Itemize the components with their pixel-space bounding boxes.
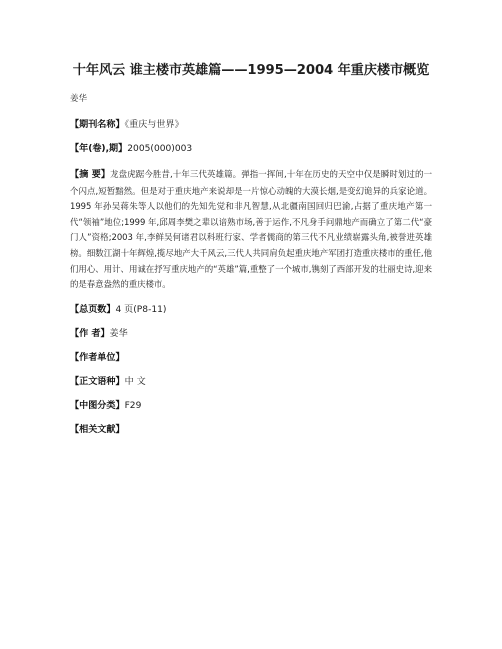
language-value: 中 文 xyxy=(124,376,146,387)
author-field xyxy=(70,328,432,341)
abstract-value: 龙盘虎踞今胜昔,十年三代英雄篇。弹指一挥间,十年在历史的天空中仅是瞬时划过的一个闪点,短暂黯然。但是对于重庆地产来说却是一片惊心动魄的大漠长烟,是变幻诡异的兵家论道。 1995 年孙吴蒋朱等人以他们的先知先觉和非凡智慧,从北疆南国回归巴渝,占据了重庆地产第一代“领袖”地位;1999 年,邱周李樊之辈以谙熟市场,善于运作,不凡身手问鼎地产而确立了第二代“豪门人”资格;2003 年,李鲜吴何诸君以科班行家、学者儒商的第三代不凡业绩崭露头角,被誉进英雄榜。细数江湖十年辉煌,揽尽地产大千风云,三代人共同肩负起重庆地产军团打造重庆楼市的重任,他们用心、用计、用诚在抒写重庆地产的“英雄”篇,重整了一个城市,镌刻了西部开发的壮丽史诗,迎来的是春意盎然的重庆楼市。 xyxy=(70,169,432,290)
references-label: 【相关文献】 xyxy=(70,424,125,435)
document-title: 十年风云 谁主楼市英雄篇——1995—2004 年重庆楼市概览 xyxy=(72,63,430,78)
classification-value: F29 xyxy=(124,400,142,411)
classification-field xyxy=(70,400,432,413)
affiliation-label: 【作者单位】 xyxy=(70,352,125,363)
author-byline: 姜华 xyxy=(70,94,88,104)
language-field xyxy=(70,376,432,389)
language-label: 【正文语种】 xyxy=(70,376,125,387)
pages-label: 【总页数】 xyxy=(70,304,116,315)
author-label: 【作 者】 xyxy=(70,328,110,339)
issue-field xyxy=(70,143,432,156)
journal-label: 【期刊名称】 xyxy=(70,120,125,130)
issue-value: 2005(000)003 xyxy=(127,144,193,154)
references-field xyxy=(70,424,432,437)
pages-value: 4 页(P8-11) xyxy=(115,304,167,315)
pages-field xyxy=(70,304,432,317)
issue-label: 【年(卷),期】 xyxy=(70,144,128,154)
affiliation-field xyxy=(70,352,432,365)
author-value: 姜华 xyxy=(109,328,128,339)
journal-value: 《重庆与世界》 xyxy=(124,120,184,130)
classification-label: 【中图分类】 xyxy=(70,400,125,411)
abstract-label: 【摘 要】 xyxy=(70,170,111,180)
journal-field xyxy=(70,119,432,132)
abstract-field xyxy=(70,167,432,293)
